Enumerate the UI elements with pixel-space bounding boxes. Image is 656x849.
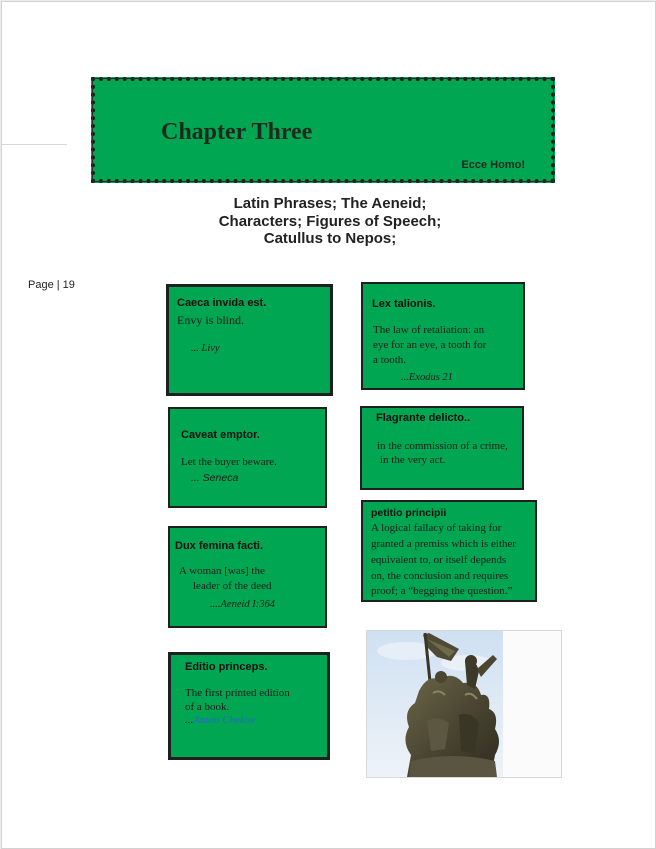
phrase-translation-line: a tooth. bbox=[373, 354, 406, 366]
phrase-heading: Flagrante delicto.. bbox=[376, 412, 471, 424]
phrase-attribution bbox=[185, 714, 255, 726]
phrase-translation: Envy is blind. bbox=[177, 313, 245, 327]
phrase-attribution: ...Exodus 21 bbox=[401, 372, 453, 383]
phrase-translation-line: The law of retaliation: an bbox=[373, 324, 485, 336]
attribution-prefix: ... bbox=[185, 714, 194, 726]
phrase-heading: Caveat emptor. bbox=[181, 429, 260, 441]
phrase-heading: Caeca invida est. bbox=[177, 297, 267, 309]
phrase-translation-line: on, the conclusion and requires bbox=[371, 570, 509, 582]
phrase-card-lex bbox=[361, 282, 525, 390]
phrase-card-flagrante bbox=[360, 406, 524, 490]
phrase-card-petitio bbox=[361, 500, 537, 602]
margin-rule bbox=[2, 144, 67, 145]
phrase-heading: petitio principii bbox=[371, 507, 447, 519]
phrase-heading: Editio princeps. bbox=[185, 661, 268, 673]
chapter-banner bbox=[91, 77, 555, 183]
topics-line: Characters; Figures of Speech; bbox=[218, 212, 442, 230]
topics-line: Latin Phrases; The Aeneid; bbox=[233, 195, 427, 212]
statue-picture bbox=[367, 631, 562, 778]
phrase-translation: Let the buyer beware. bbox=[181, 456, 277, 468]
phrase-card-caeca bbox=[166, 284, 333, 396]
chapter-subtitle: Ecce Homo! bbox=[461, 159, 525, 171]
phrase-translation-line: in the commission of a crime, bbox=[377, 440, 508, 452]
phrase-heading: Dux femina facti. bbox=[175, 540, 264, 552]
phrase-translation-line: equivalent to, or itself depends bbox=[371, 554, 507, 566]
phrase-translation-line: The first printed edition bbox=[185, 687, 290, 699]
bronze-statue-image bbox=[366, 630, 562, 778]
chapter-topics bbox=[180, 195, 480, 248]
chapter-title: Chapter Three bbox=[161, 119, 313, 145]
phrase-translation-line: A logical fallacy of taking for bbox=[371, 522, 502, 534]
phrase-translation-line: granted a premiss which is either bbox=[371, 538, 517, 550]
phrase-translation-line: in the very act. bbox=[380, 454, 446, 466]
phrase-translation-line: proof; a “begging the question.” bbox=[371, 585, 513, 597]
phrase-attribution: ... Seneca bbox=[191, 472, 239, 484]
phrase-heading: Lex talionis. bbox=[372, 298, 436, 310]
document-page bbox=[1, 1, 656, 849]
phrase-translation-line: leader of the deed bbox=[193, 580, 272, 592]
phrase-translation-line: of a book. bbox=[185, 701, 230, 713]
phrase-attribution: ... Livy bbox=[191, 343, 220, 354]
attribution-name: Anton Chekov bbox=[193, 714, 256, 726]
phrase-card-dux bbox=[168, 526, 327, 628]
phrase-translation-line: A woman [was] the bbox=[179, 565, 265, 577]
phrase-card-caveat bbox=[168, 407, 327, 508]
phrase-card-editio bbox=[168, 652, 330, 760]
phrase-attribution: ....Aeneid I:364 bbox=[210, 599, 276, 610]
phrase-translation-line: eye for an eye, a tooth for bbox=[373, 339, 487, 351]
page-number: Page | 19 bbox=[28, 279, 75, 291]
topics-line: Catullus to Nepos; bbox=[263, 230, 397, 247]
